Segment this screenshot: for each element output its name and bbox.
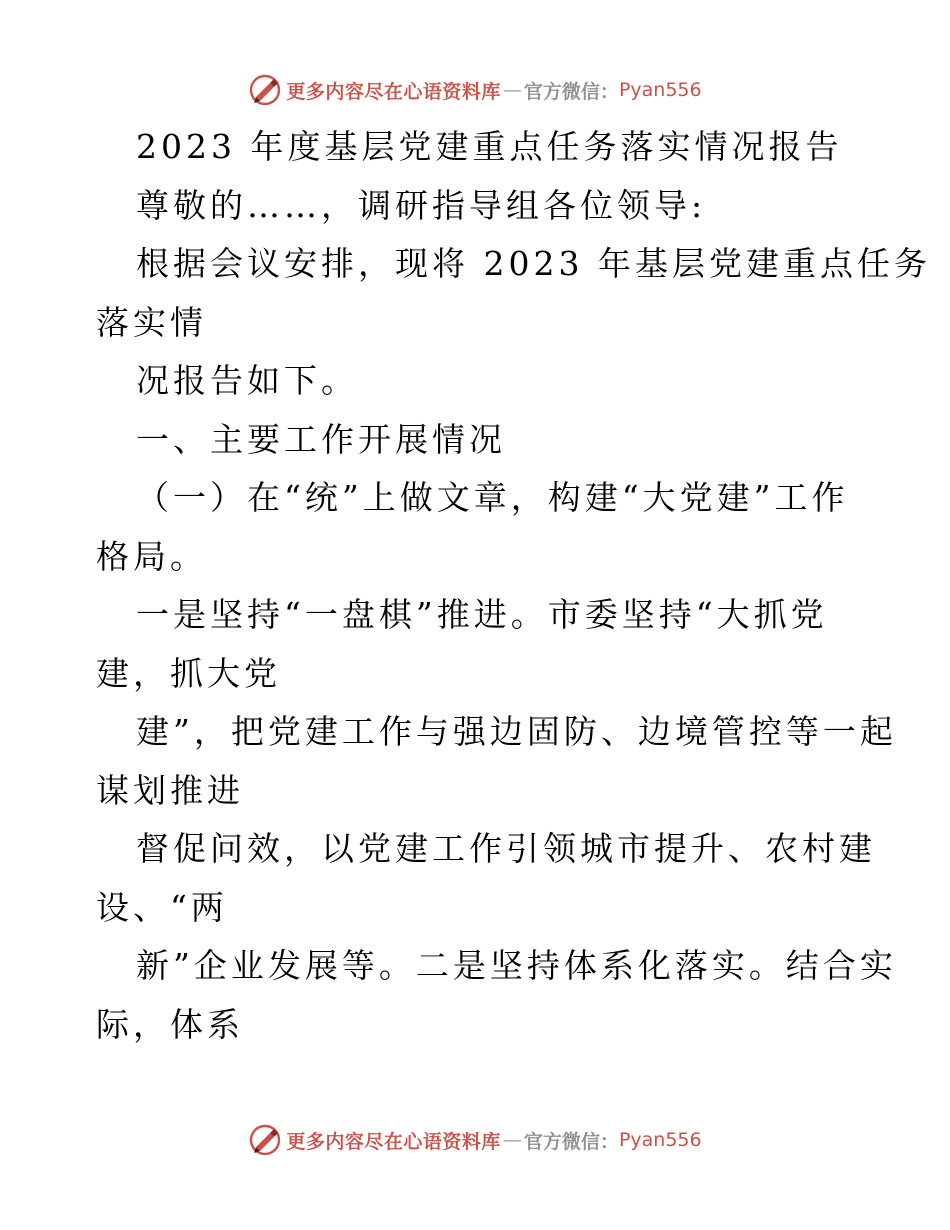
red-pen-logo-icon xyxy=(248,1123,282,1157)
doc-line: 一是坚持“一盘棋”推进。市委坚持“大抓党 xyxy=(136,595,828,634)
doc-subsection-heading: （一）在“统”上做文章，构建“大党建”工作 xyxy=(136,478,849,517)
watermark-official-label: 官方微信： xyxy=(523,1130,619,1153)
watermark-wechat-id: Pyan556 xyxy=(618,79,702,101)
watermark-dash: — xyxy=(502,1129,522,1151)
doc-salutation: 尊敬的……，调研指导组各位领导: xyxy=(136,185,707,225)
doc-line: 新”企业发展等。二是坚持体系化落实。结合实 xyxy=(136,946,897,985)
watermark-wechat-id: Pyan556 xyxy=(618,1129,702,1151)
doc-line: 格局。 xyxy=(96,536,207,576)
document-body xyxy=(96,118,931,1054)
footer-watermark xyxy=(0,1120,950,1160)
doc-line: 根据会议安排，现将 2023 年基层党建重点任务 xyxy=(136,244,931,283)
header-watermark xyxy=(0,70,950,110)
doc-line: 建”，把党建工作与强边固防、边境管控等一起 xyxy=(136,712,897,751)
doc-line: 谋划推进 xyxy=(96,770,244,810)
watermark-official-label: 官方微信： xyxy=(523,80,619,103)
watermark-brand: 更多内容尽在心语资料库 xyxy=(286,1130,501,1153)
doc-line: 况报告如下。 xyxy=(136,361,358,400)
doc-section-heading: 一、主要工作开展情况 xyxy=(136,419,506,459)
doc-line: 落实情 xyxy=(96,302,207,342)
watermark-brand: 更多内容尽在心语资料库 xyxy=(286,80,501,103)
red-pen-logo-icon xyxy=(248,73,282,107)
doc-line: 际，体系 xyxy=(96,1004,244,1044)
doc-line: 督促问效，以党建工作引领城市提升、农村建 xyxy=(136,829,876,868)
doc-line: 建，抓大党 xyxy=(96,653,281,693)
doc-title: 2023 年度基层党建重点任务落实情况报告 xyxy=(136,127,843,166)
watermark-dash: — xyxy=(502,79,522,101)
doc-line: 设、“两 xyxy=(96,887,228,927)
